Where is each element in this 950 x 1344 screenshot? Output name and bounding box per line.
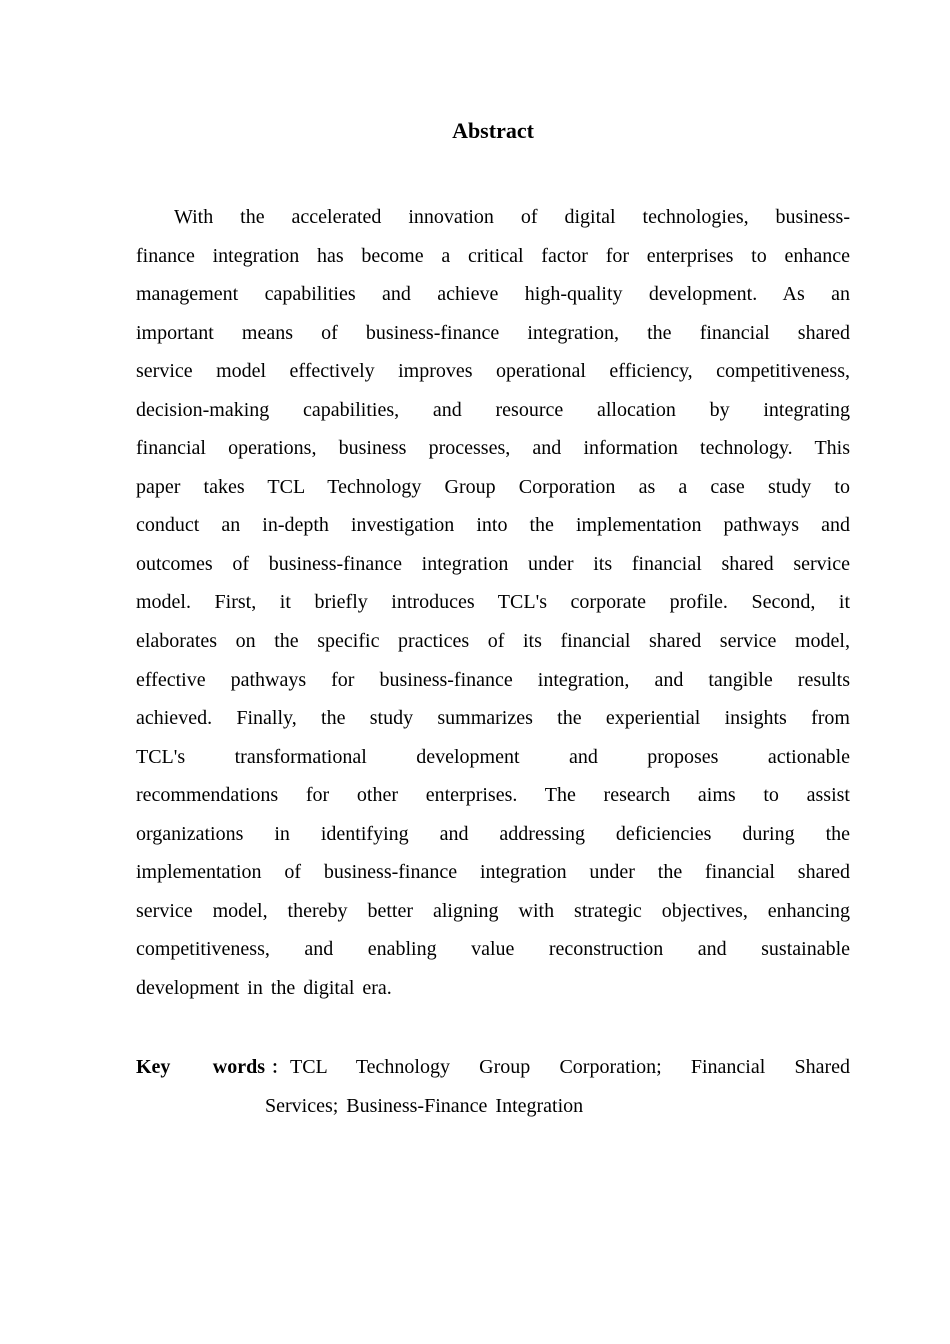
- keywords-label-words: words: [212, 1056, 265, 1078]
- body-line: TCL's transformational development and proposes actionable: [136, 745, 850, 768]
- body-line: organizations in identifying and addressing deficiencies during the: [136, 822, 850, 845]
- body-line: conduct an in-depth investigation into the implementation pathways and: [136, 514, 850, 537]
- body-line: elaborates on the specific practices of its financial shared service model,: [136, 630, 850, 653]
- body-line: competitiveness, and enabling value reconstruction and sustainable: [136, 938, 850, 961]
- body-line: outcomes of business-finance integration under its financial shared service: [136, 552, 850, 575]
- body-line: financial operations, business processes, and information technology. This: [136, 437, 850, 460]
- keywords-section: [136, 1048, 850, 1125]
- body-line: model. First, it briefly introduces TCL's corporate profile. Second, it: [136, 591, 850, 614]
- abstract-body: [136, 198, 850, 1007]
- body-line: paper takes TCL Technology Group Corporation as a case study to: [136, 475, 850, 498]
- body-line: achieved. Finally, the study summarizes the experiential insights from: [136, 707, 850, 730]
- keywords-label: [136, 1048, 290, 1087]
- body-line: management capabilities and achieve high-quality development. As an: [136, 283, 850, 306]
- abstract-title: Abstract: [452, 118, 534, 143]
- keywords-label-key: Key: [136, 1056, 171, 1078]
- body-line: finance integration has become a critical factor for enterprises to enhance: [136, 244, 850, 267]
- body-line: recommendations for other enterprises. The research aims to assist: [136, 784, 850, 807]
- keywords-line-1: TCL Technology Group Corporation; Financial Shared: [290, 1056, 850, 1078]
- body-line: implementation of business-finance integration under the financial shared: [136, 861, 850, 884]
- body-line: service model effectively improves operational efficiency, competitiveness,: [136, 360, 850, 383]
- body-line: decision-making capabilities, and resource allocation by integrating: [136, 398, 850, 421]
- body-line: important means of business-finance integration, the financial shared: [136, 321, 850, 344]
- keywords-line-2: Services; Business-Finance Integration: [265, 1094, 584, 1117]
- body-line: development in the digital era.: [136, 976, 392, 999]
- keywords-colon: ：: [271, 1058, 288, 1077]
- body-line: effective pathways for business-finance integration, and tangible results: [136, 668, 850, 691]
- body-line: With the accelerated innovation of digital technologies, business-: [174, 206, 850, 228]
- body-line: service model, thereby better aligning with strategic objectives, enhancing: [136, 899, 850, 922]
